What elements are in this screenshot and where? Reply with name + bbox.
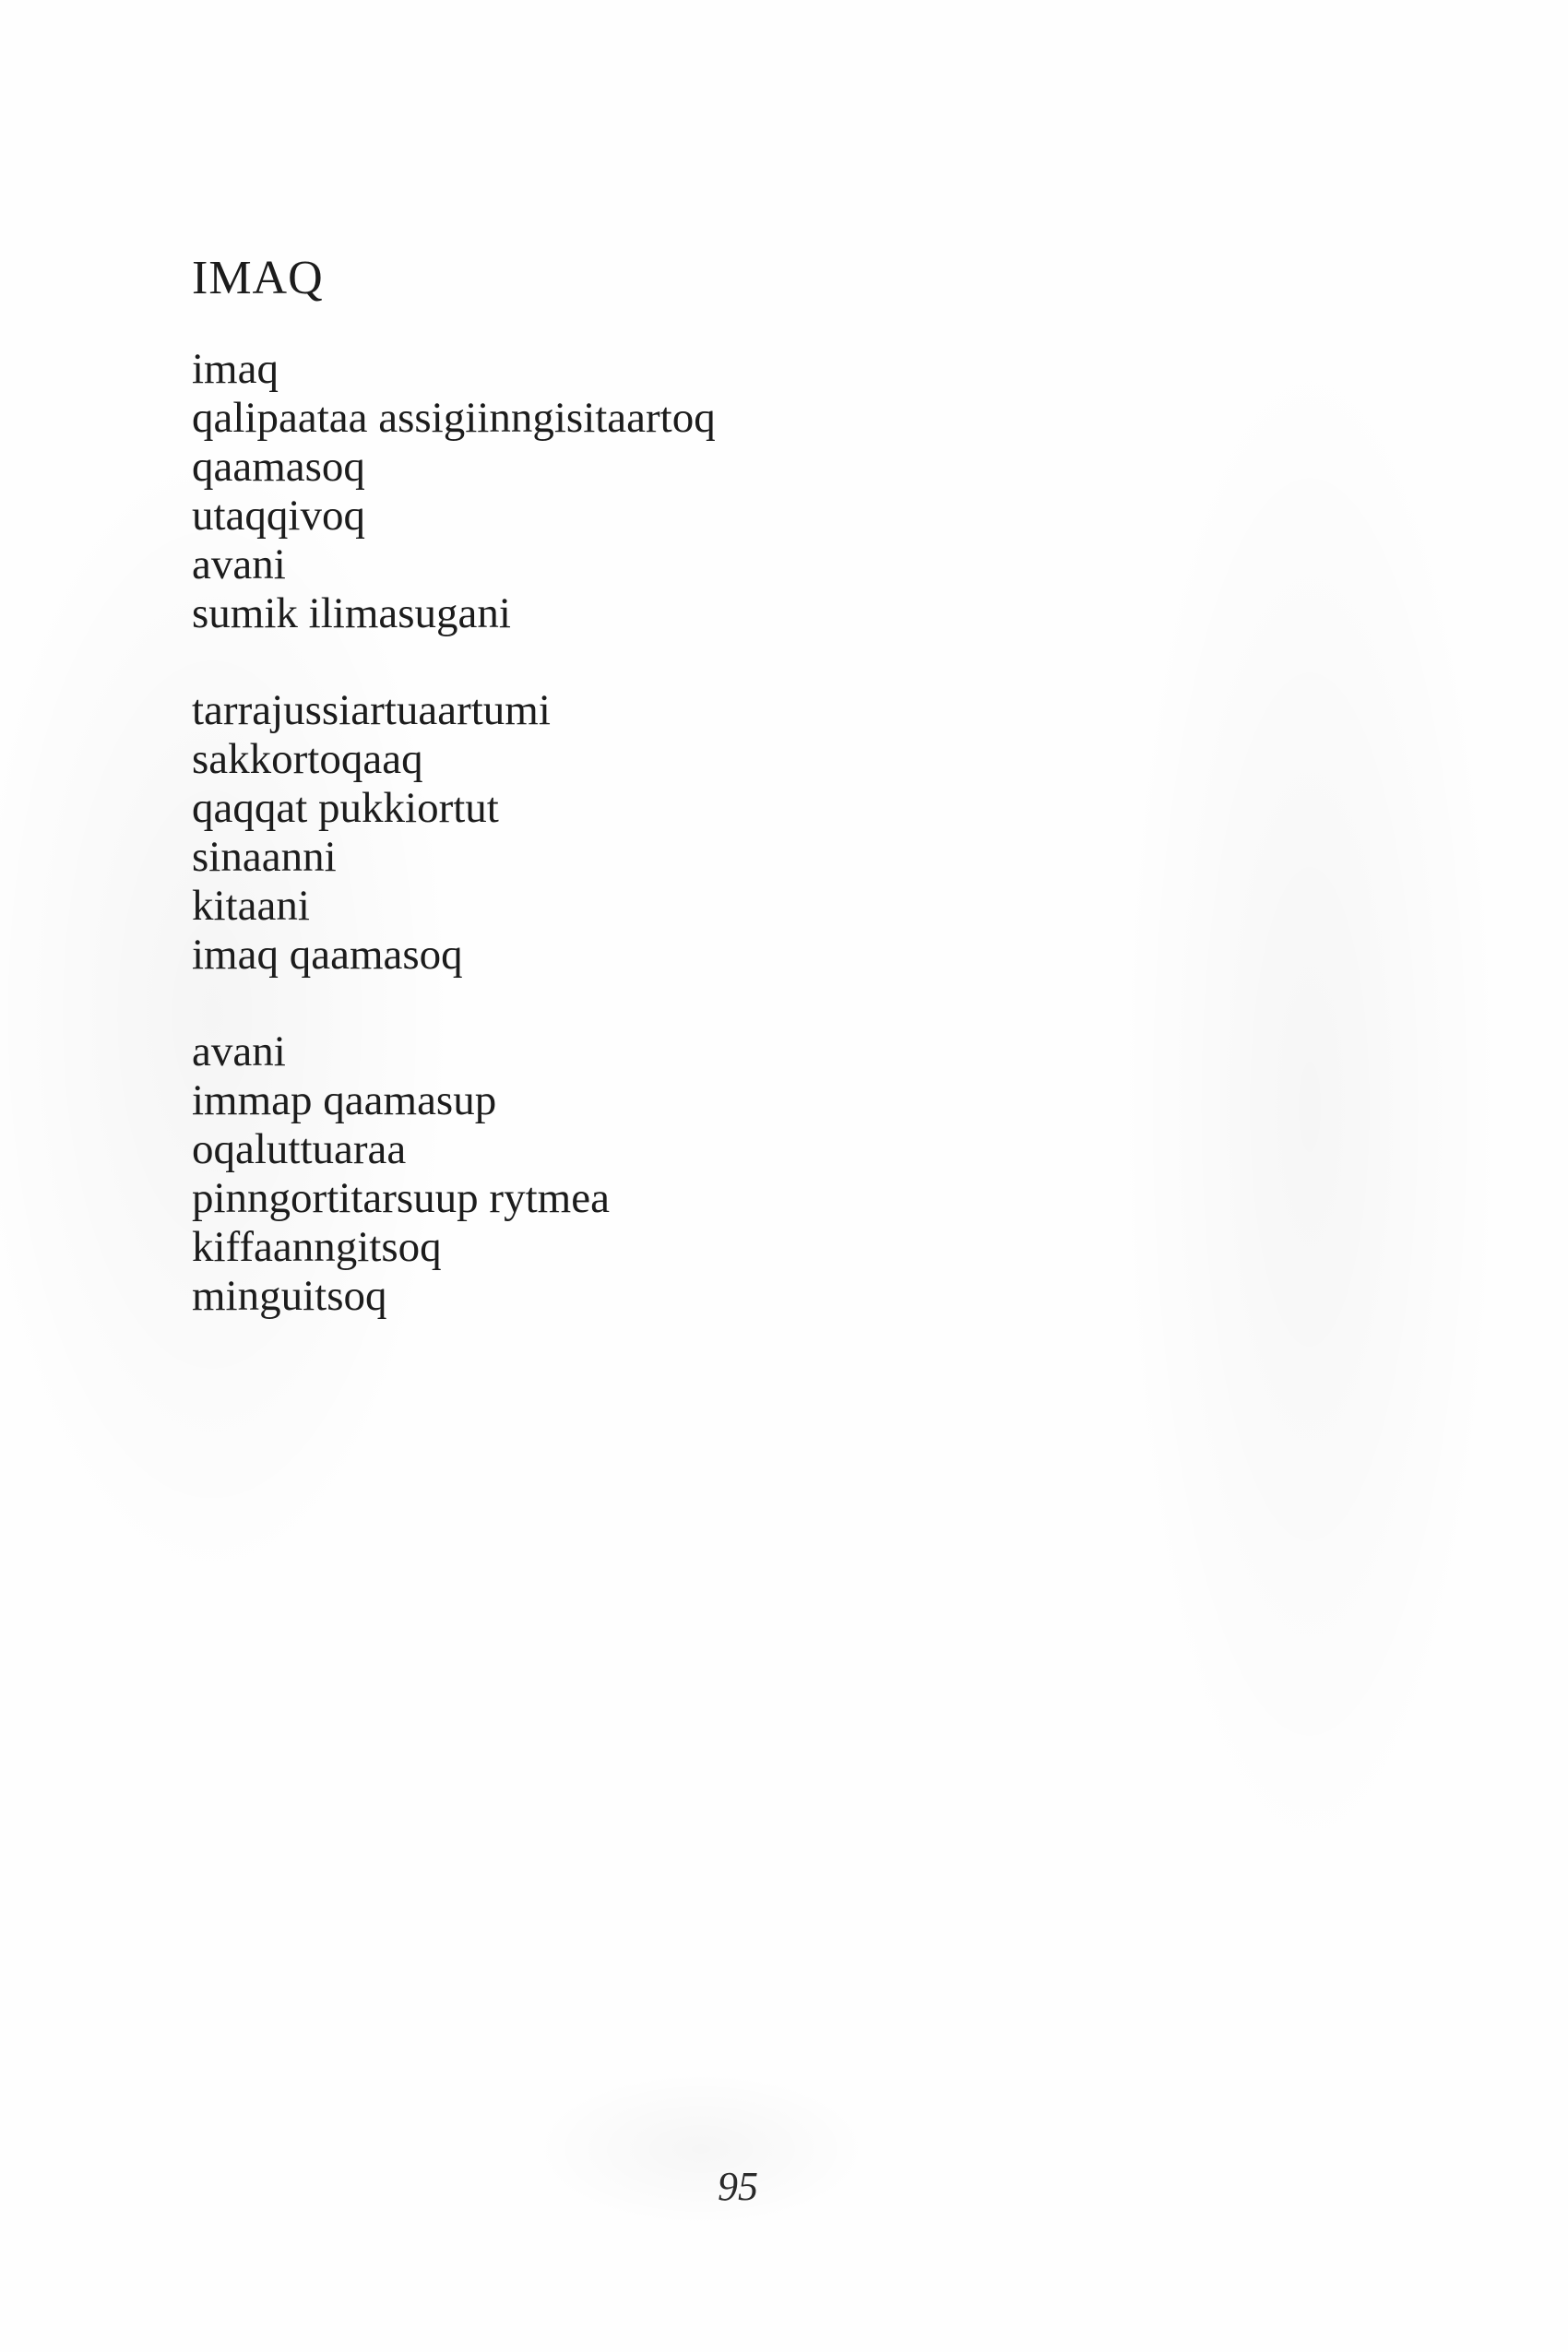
- poem-line: utaqqivoq: [192, 492, 365, 540]
- stanza-2: [192, 686, 1114, 980]
- poem-line: tarrajussiartuaartumi: [192, 686, 551, 734]
- page-number-text: 95: [718, 2164, 758, 2209]
- poem-line: sinaanni: [192, 833, 337, 881]
- stanza-1: [192, 345, 1114, 638]
- poem-line: minguitsoq: [192, 1272, 387, 1320]
- poem-line: qaqqat pukkiortut: [192, 784, 499, 832]
- poem-line: pinngortitarsuup rytmea: [192, 1174, 610, 1222]
- poem-title: IMAQ: [192, 252, 324, 304]
- poem-line: qaamasoq: [192, 443, 365, 491]
- poem-line: kitaani: [192, 882, 310, 930]
- poem-line: imaq: [192, 345, 279, 393]
- poem-line: immap qaamasup: [192, 1076, 497, 1124]
- poem-line: avani: [192, 1028, 286, 1075]
- poem: [192, 249, 1114, 1369]
- stanza-3: [192, 1028, 1114, 1321]
- poem-line: avani: [192, 540, 286, 588]
- page-number: [0, 2163, 1568, 2210]
- poem-line: kiffaanngitsoq: [192, 1223, 442, 1271]
- poem-line: oqaluttuaraa: [192, 1125, 407, 1173]
- poem-line: sakkortoqaaq: [192, 735, 423, 783]
- poem-line: qalipaataa assigiinngisitaartoq: [192, 394, 716, 442]
- poem-line: sumik ilimasugani: [192, 589, 511, 637]
- poem-line: imaq qaamasoq: [192, 931, 463, 979]
